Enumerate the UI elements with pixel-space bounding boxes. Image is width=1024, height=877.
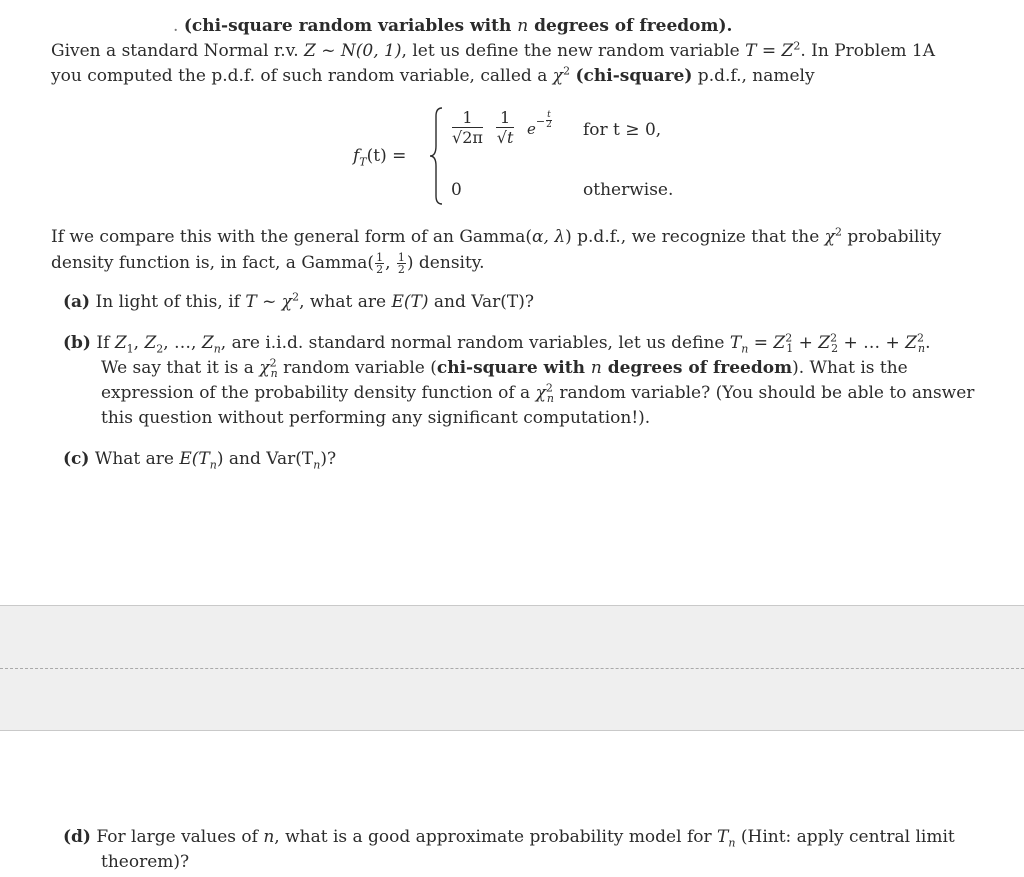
fraction-1-over-sqrt-2pi: 1 √2π <box>452 108 483 147</box>
part-c-question: (c) What are $E(T_n)$ and $Var(T_n)$? <box>63 449 337 472</box>
problem-heading: . (chi-square random variables with n degrees of freedom). <box>173 16 733 36</box>
compare-line-1: If we compare this with the general form of an Gamma(α, λ) p.d.f., we recognize that the $\chi^2$ probability <box>51 225 942 247</box>
compare-line-2: density function is, in fact, a Gamma( $\frac{1}{2}$ , $\frac{1}{2}$ ) density. <box>51 251 485 276</box>
intro-line-2: you computed the p.d.f. of such random variable, called a $\chi^2$ (chi-square) p.d.f., namely <box>51 64 815 86</box>
case-1-condition: for t ≥ 0, <box>583 120 662 140</box>
fraction-1-over-sqrt-t: 1 √t <box>496 108 514 147</box>
part-b-line-4: this question without performing any significant computation!). <box>101 408 651 428</box>
intro-line-1: Given a standard Normal r.v. Z ~ N(0, 1), let us define the new random variable $T = Z^2$. In Problem 1A <box>51 39 936 61</box>
case-2-condition: otherwise. <box>583 180 674 200</box>
part-d-line-2: theorem)? <box>101 852 190 872</box>
part-b-line-1: (b) If $Z_1$, $Z_2$, …, $Z_n$, are i.i.d. standard normal random variables, let us define $T_n = Z^2_1 + Z^2_2$ + … + $Z^2_n$. <box>63 331 931 356</box>
band-bottom-rule <box>0 730 1024 731</box>
pdf-lhs: $f_T(t)$ = <box>353 146 407 169</box>
part-b-line-2: We say that it is a $\chi^2_n$ random variable (chi-square with n degrees of freedom). What is the <box>101 356 908 381</box>
part-d-line-1: (d) For large values of n, what is a good approximate probability model for $T_n$ (Hint: apply central limit <box>63 827 955 850</box>
page-break-dashed-line <box>0 668 1024 669</box>
brace-icon <box>428 106 446 206</box>
part-a-question: (a) In light of this, if T ~ $\chi^2$, what are E(T) and Var(T)? <box>63 290 534 312</box>
part-b-line-3: expression of the probability density function of a $\chi^2_n$ random variable? (You should be able to answer <box>101 381 975 406</box>
exponential-term: e− $\frac{t}{2}$ <box>527 109 552 138</box>
case-2-value: 0 <box>451 180 462 200</box>
